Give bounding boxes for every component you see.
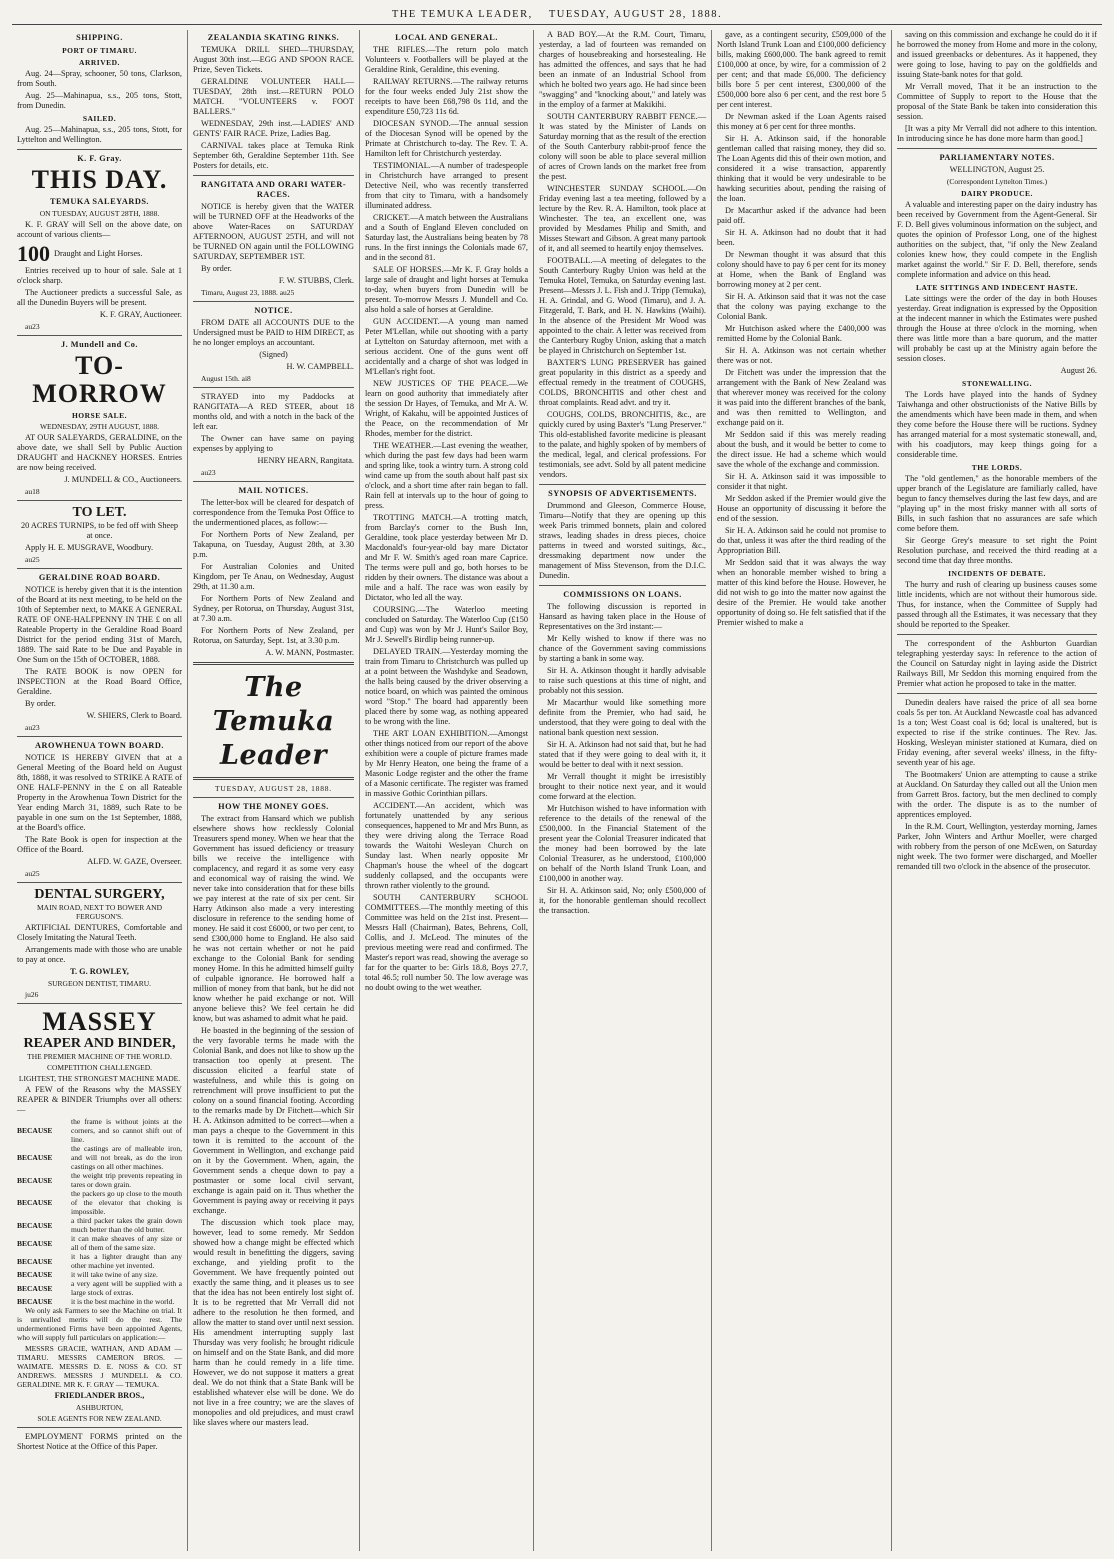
stubbs-date: Timaru, August 23, 1888. au25 [201, 288, 295, 297]
reason-item: BECAUSE the castings are of malleable iron, and will not break, as do the iron castings on all other machines. [17, 1144, 182, 1171]
strayed-notice: STRAYED into my Paddocks at RANGITATA—A RED STEER, about 18 months old, and with a notch in the back of the left ear. [193, 392, 354, 431]
auctioneer-note: The Auctioneer predicts a successful Sale, as all the Dunedin Buyers will be present. [17, 288, 182, 307]
news-item: SOUTH CANTERBURY RABBIT FENCE.—It was stated by the Minister of Lands on Saturday morning that as the result of the erection of the South Canterbury rabbit-proof fence the colony will soon be able to place several million of acres of Crown lands on the market free from the pest. [539, 112, 706, 181]
column-4 [534, 30, 712, 1551]
debate-paragraph: Sir H. A. Atkinson had no doubt that it had been. [717, 228, 886, 247]
port-heading: PORT OF TIMARU. [62, 46, 137, 55]
divider [193, 175, 354, 176]
shipping-heading: SHIPPING. [76, 33, 123, 42]
by-order: By order. [201, 264, 232, 273]
divider [17, 1003, 182, 1004]
debate-paragraph: The following discussion is reported in Hansard as having taken place in the House of Representatives on the 3rd instant:— [539, 602, 706, 631]
ad-ref: au25 [25, 869, 40, 878]
gaze-signature: ALFD. W. GAZE, Overseer. [87, 857, 182, 866]
mann-signature: A. W. MANN, Postmaster. [265, 648, 354, 657]
wednesday-text: WEDNESDAY, 29th inst.—LADIES' AND GENTS' FAIR RACE. Prize, Ladies Bag. [193, 119, 354, 138]
synopsis-heading: SYNOPSIS OF ADVERTISEMENTS. [548, 489, 697, 498]
arowhenua-book: The Rate Book is open for inspection at the Office of the Board. [17, 835, 182, 854]
debate-paragraph: Sir H. A. Atkinson had not said that, but he had stated that if they were going to deal with it, it would be better to deal with it next session. [539, 740, 706, 769]
reason-text: it has a lighter draught than any other machine yet invented. [71, 1252, 182, 1270]
ad-ref: au23 [25, 723, 40, 732]
horse-sale-heading: HORSE SALE. [71, 411, 128, 420]
turnips-text: 20 ACRES TURNIPS, to be fed off with Sheep at once. [20, 521, 179, 540]
ad-ref: au25 [25, 555, 40, 564]
divider [193, 797, 354, 798]
divider [17, 568, 182, 569]
horses-row [17, 242, 182, 266]
divider [539, 484, 706, 485]
rangitata-notice: NOTICE is hereby given that the WATER will be TURNED OFF at the Headworks of the above Water-Races on SATURDAY AFTERNOON, AUGUST 25TH, and will not be TURNED ON again until the FOLLOWING SATURDAY, SEPTEMBER 1ST. [193, 202, 354, 261]
reason-item: BECAUSE a very agent will be supplied with a large stock of extras. [17, 1279, 182, 1297]
ad-ref: au18 [25, 487, 40, 496]
divider [193, 387, 354, 388]
news-item: DELAYED TRAIN.—Yesterday morning the train from Timaru to Christchurch was pulled up at a point between the Washdyke and Seadown, the halls being caused by the driver observing a notice board, on which was painted the ominous word "Stop." The board had apparently been placed there by some wag, as nothing appeared to be wrong with the line. [365, 647, 528, 726]
horses-text: Draught and Light Horses. [54, 249, 143, 258]
divider [193, 301, 354, 302]
mail-item: For Northern Ports of New Zealand, per Takapuna, on Tuesday, August 28th, at 3.30 p.m. [193, 530, 354, 559]
news-item: SALE OF HORSES.—Mr K. F. Gray holds a large sale of draught and light horses at Temuka to-day, when buyers from Dunedin will be present. To-morrow Messrs J. Mundell and Co. also hold a sale of horses at Geraldine. [365, 265, 528, 314]
reason-text: the frame is without joints at the corners, and so cannot shift out of line. [71, 1117, 182, 1144]
mundell-notice: AT OUR SALEYARDS, GERALDINE, on the above date, we shall Sell by Public Auction DRAUGHT and HACKNEY HORSES. Entries are now being received. [17, 433, 182, 472]
mail-heading: MAIL NOTICES. [238, 486, 309, 495]
this-day-heading: THIS DAY. [31, 165, 168, 194]
arowhenua-heading: AROWHENUA TOWN BOARD. [35, 741, 164, 750]
debate-paragraph: Mr Seddon said that it was always the way when an honorable member wished to bring a matter of this kind before the House. However, he did not wish to go into the matter now against the desire of the Premier. He would take another opportunity of doing so. He felt satisfied that if the Premier wished to make a [717, 558, 886, 627]
geraldine-board-heading: GERALDINE ROAD BOARD. [38, 573, 161, 582]
news-item: The Bootmakers' Union are attempting to cause a strike at Auckland. On Saturday they called out all the Union men from Garrett Bros. factory, but the men declined to comply with the order. The dispute is as to the number of apprentices employed. [897, 770, 1097, 819]
friedlander-town: ASHBURTON, [75, 1403, 124, 1412]
reason-item: BECAUSE the packers go up close to the mouth of the elevator that choking is impossible. [17, 1189, 182, 1216]
reason-text: the packers go up close to the mouth of the elevator that choking is impossible. [71, 1189, 182, 1216]
employment-forms: EMPLOYMENT FORMS printed on the Shortest Notice at the Office of this Paper. [17, 1432, 182, 1451]
reasons-intro: A FEW of the Reasons why the MASSEY REAPER & BINDER Triumphs over all others:— [17, 1085, 182, 1114]
signed-label: (Signed) [259, 350, 288, 359]
news-item: The "old gentlemen," as the honorable members of the upper branch of the Legislature are familiarly called, have begun to fancy themselves during the last few days, and are "playing up" in the most frisky manner with all sorts of Bills, in such fashion that no assurances are safe which come before them. [897, 474, 1097, 533]
news-item: Dunedin dealers have raised the price of all sea borne coals 5s per ton. At Auckland Newcastle coal has advanced 1s a ton; West Coast coal is 6d; local is unaltered, but is expected to rise if the strike continues. The Rev. Jas. Hosking, Wesleyan minister stationed at Kumara, died on Friday evening, after several weeks' illness, in the fifty-seventh year of his age. [897, 698, 1097, 767]
massey-heading: MASSEY [42, 1007, 157, 1036]
reason-item: BECAUSE the frame is without joints at the corners, and so cannot shift out of line. [17, 1117, 182, 1144]
rangitata-heading: RANGITATA AND ORARI WATER-RACES. [200, 180, 347, 199]
sailed-label: SAILED. [82, 114, 117, 123]
debate-paragraph: Mr Verrall moved, That it be an instruction to the Committee of Supply to report to the House that the proposal of the State Bank be taken into consideration this session. [897, 82, 1097, 121]
to-let-heading: TO LET. [72, 505, 127, 520]
reason-item: BECAUSE it is the best machine in the world. [17, 1297, 182, 1306]
divider [17, 149, 182, 150]
leader-date: TUESDAY, AUGUST 28, 1888. [215, 784, 332, 793]
divider [897, 693, 1097, 694]
news-item: THE WEATHER.—Last evening the weather, which during the past few days had been warm and spring like, took a wintry turn. A strong cold wind came up from the south about half past six o'clock, and a short time after rain began to fall. Rain fell at intervals up to the hour of going to press. [365, 441, 528, 510]
reason-text: the castings are of malleable iron, and will not break, as do the iron castings on all other machines. [71, 1144, 182, 1171]
news-item: The Lords have played into the hands of Sydney Taiwhanga and other obstructionists of the Native Bills by the amendments which have been made in them, and when they come before the House there will be ructions. Sydney has arranged material for a most systematic stonewall, and, with his coadjutors, may keep things going for a considerable time. [897, 390, 1097, 459]
news-item: TROTTING MATCH.—A trotting match, from Barclay's corner to the Bush Inn, Geraldine, took place yesterday between Mr D. Macdonald's four-year-old bay mare Dictator and Mr F. W. Smith's aged roan mare Caprice. The terms were pull and go, both horses to be ridden by their owners. The distance was about a mile and a half. The race was won easily by Dictator, who led all the way. [365, 513, 528, 602]
news-item: GUN ACCIDENT.—A young man named Peter M'Lellan, while out shooting with a party at Lyttelton on Saturday afternoon, met with a serious accident. One of the guns went off accidentally and a charge of shot was lodged in M'Lellan's right foot. [365, 317, 528, 376]
news-item: THE ART LOAN EXHIBITION.—Amongst other things noticed from our report of the above exhibition were a couple of picture frames made by Mr Henry Heaton, one being the frame of a Masonic Lodge register and the other the frame of a Masonic certificate. The register was framed in massive Gothic Corinthian pillars. [365, 729, 528, 798]
editor-note: [It was a pity Mr Verrall did not adhere to this intention. In introducing since he has done more harm than good.] [897, 124, 1097, 143]
carnival-text: CARNIVAL takes place at Temuka Rink September 6th, Geraldine September 11th. See Posters for details, etc. [193, 141, 354, 170]
zealandia-heading: ZEALANDIA SKATING RINKS. [207, 33, 340, 42]
news-item: A BAD BOY.—At the R.M. Court, Timaru, yesterday, a lad of fourteen was remanded on charges of housebreaking and horsestealing. He has admitted the offences, and says that he had been an inmate of an Industrial School from which he bolted two years ago. He had since been "swagging" and "knocking about," and lately was in the employ of a farmer at Makikihi. [539, 30, 706, 109]
debate-paragraph: Sir H. A. Atkinson said that it was not the case that the colony was paying exchange to the Colonial Bank. [717, 292, 886, 321]
column-2 [188, 30, 360, 1551]
reason-text: a very agent will be supplied with a large stock of extras. [71, 1279, 182, 1297]
commissions-heading: COMMISSIONS ON LOANS. [563, 590, 682, 599]
gray-signature: K. F. GRAY, Auctioneer. [99, 310, 182, 319]
debate-paragraph: Sir H. A. Atkinson said, if the honorable gentleman called that raising money, they did so. The Loan Agents did this of their own motion, and considered it a wise transaction, apparently thinking that it would be very undesirable to be hawking securities about, pending the raising of the loan. [717, 134, 886, 203]
arrival: Aug. 25—Mahinapua, s.s., 205 tons, Stott, from Dunedin. [17, 91, 182, 110]
reason-text: it will take twine of any size. [71, 1270, 158, 1279]
geraldine-notice: NOTICE is hereby given that it is the intention of the Board at its next meeting, to be held on the 10th of September next, to MAKE A GENERAL RATE OF ONE-HALFPENNY IN THE £ on all Rateable Property in the Geraldine Road Board District for the period ending 31st of March, 1889. The said Rate to be Due and Payable in One Sum on the 15th of OCTOBER, 1888. [17, 585, 182, 664]
debate-paragraph: Dr Fitchett was under the impression that the arrangement with the Bank of New Zealand was that wherever money was received for the colony it was paid into the different branches of the bank, and was then remitted to Wellington, and exchange paid on it. [717, 368, 886, 427]
dateline: August 26. [1060, 366, 1097, 375]
issue-date: TUESDAY, AUGUST 28, 1888. [548, 9, 723, 20]
debate-paragraph: saving on this commission and exchange he could do it if he borrowed the money from Home and more in the colony, and issued greenbacks or debentures. As it happened, they were going to lose, having to pay on the goldfields and issuing State-bank notes for that gold. [897, 30, 1097, 79]
news-item: FOOTBALL.—A meeting of delegates to the South Canterbury Rugby Union was held at the Temuka Hotel, Temuka, on Saturday evening last. Present—Messrs J. L. Fish and J. Tripp (Temuka), H. A. Grindal, and G. Wood (Timaru), and J. A. Fitzgerald, T. Bark, and H. N. Hawkins (Waihi). In the absence of the President Mr Wood was appointed to the chair. A letter was received from the Canterbury Rugby Union, asking that a match be played in Christchurch on September 1st. [539, 256, 706, 355]
debate-paragraph: Sir H. A. Atkinson said he could not promise to do that, unless it was after the third reading of the Appropriation Bill. [717, 526, 886, 555]
premier-text: THE PREMIER MACHINE OF THE WORLD. [27, 1052, 172, 1061]
debate-paragraph: Mr Macarthur would like something more definite from the Premier, who had said, he understood, that they were going to deal with the national bank question next session. [539, 698, 706, 737]
divider [193, 481, 354, 482]
debate-paragraph: Mr Kelly wished to know if there was no chance of the Government saving commissions by starting a bank in some way. [539, 634, 706, 663]
ad-ref: au23 [25, 322, 40, 331]
campbell-date: August 15th. ai8 [201, 374, 251, 383]
news-item: The hurry and rush of clearing up business causes some little incidents, which are not without their humorous side. Thus, for instance, when the Committee of Supply had passed through all the Estimates, it was necessary that they should be reported to the Speaker. [897, 580, 1097, 629]
reason-item: BECAUSE it will take twine of any size. [17, 1270, 182, 1279]
debate-paragraph: Mr Hutchison asked where the £400,000 was remitted Home by the Colonial Bank. [717, 324, 886, 343]
correspondent-credit: (Correspondent Lyttelton Times.) [946, 177, 1048, 186]
hearn-signature: HENRY HEARN, Rangitata. [257, 456, 354, 465]
divider [17, 335, 182, 336]
subheading: DAIRY PRODUCE. [961, 189, 1033, 198]
dental-address: MAIN ROAD, NEXT TO BOWER AND FERGUSON'S. [36, 903, 162, 921]
divider [17, 882, 182, 883]
news-item: SOUTH CANTERBURY SCHOOL COMMITTEES.—The monthly meeting of this Committee was held on the 21st inst. Present—Messrs Hall (Chairman), Bates, Behrens, Coll, Collis, and J. McLeod. The minutes of the previous meeting were read and confirmed. The Master's report was read, showing the average so far for the quarter to be: Girls 18.8, Boys 27.7, total 46.5; roll number 50. The low average was no doubt owing to the wet weather. [365, 893, 528, 992]
sale-date: ON TUESDAY, AUGUST 28TH, 1888. [39, 209, 160, 218]
agents-list: MESSRS GRACIE, WATHAN, AND ADAM — TIMARU. MESSRS CAMERON BROS. — WAIMATE. MESSRS D. E. NOSS & CO. ST ANDREWS. MESSRS J MUNDELL & CO. GERALDINE. MR K. F. GRAY — TEMUKA. [17, 1344, 182, 1389]
reason-item: BECAUSE it can make sheaves of any size or all of them of the same size. [17, 1234, 182, 1252]
stubbs-signature: F. W. STUBBS, Clerk. [278, 276, 354, 285]
reason-item: BECAUSE it has a lighter draught than any other machine yet invented. [17, 1252, 182, 1270]
debate-paragraph: Mr Verrall thought it might be irresistibly brought to their notice next year, and it would come forward at the election. [539, 772, 706, 801]
entries-text: Entries received up to hour of sale. Sale at 1 o'clock sharp. [17, 266, 182, 285]
rowley-title: SURGEON DENTIST, TIMARU. [47, 979, 152, 988]
news-item: The correspondent of the Ashburton Guardian telegraphing yesterday says: In reference to the action of the Council on Saturday night in laying aside the District Railways Bill, Mr Seddon this morning enquired from the Premier what action he proposed to take in the matter. [897, 639, 1097, 688]
debate-paragraph: gave, as a contingent security, £509,000 of the North Island Trunk Loan and £100,000 deficiency bills, making £600,000. The bank agreed to remit £100,000 at once, by wire, for a commission of 2 per cent; and that made £6,000. The deficiency bills bore 5 per cent interest, £300,000 of the £500,000 bore also 6 per cent, and the rest bore 5 per cent interest. [717, 30, 886, 109]
paper-name: THE TEMUKA LEADER, [391, 9, 533, 20]
notice-text: FROM DATE all ACCOUNTS DUE to the Undersigned must be PAID to HIM DIRECT, as he no longer employs an accountant. [193, 318, 354, 347]
mail-item: For Northern Ports of New Zealand, per Rotorua, on Saturday, Sept. 1st, at 3.30 p.m. [193, 626, 354, 645]
divider [897, 634, 1097, 635]
divider [193, 662, 354, 665]
massey-closing: We only ask Farmers to see the Machine on trial. It is unrivalled merits will do the rest. The undermentioned Firms have been appointed Agents, who will supply full particulars on application:— [17, 1306, 182, 1342]
synopsis-item: Drummond and Gleeson, Commerce House, Timaru—Notify that they are opening up this week Paris trimmed bonnets, plain and colored straws, leading shades in dress pieces, choice patterns in tweed and worsted suitings, &c., dressmaking department now under the management of Miss Stevenson, from the D.I.C. Dunedin. [539, 501, 706, 580]
reason-text: a third packer takes the grain down much better than the old butter. [71, 1216, 182, 1234]
by-order: By order. [25, 699, 56, 708]
notice-heading: NOTICE. [254, 306, 293, 315]
mundell-heading: J. Mundell and Co. [60, 340, 138, 349]
mail-item: For Australian Colonies and United Kingdom, per Te Anau, on Wednesday, August 29th, at 11.30 a.m. [193, 562, 354, 591]
debate-paragraph: Sir H. A. Atkinson said it was impossible to consider it that night. [717, 472, 886, 491]
subheading: STONEWALLING. [962, 379, 1032, 388]
arrival: Aug. 24—Spray, schooner, 50 tons, Clarkson, from South. [17, 69, 182, 88]
arrived-label: ARRIVED. [79, 58, 120, 67]
shiers-signature: W. SHIERS, Clerk to Board. [86, 711, 182, 720]
news-item: In the R.M. Court, Wellington, yesterday morning, James Parker, John Winters and Arthur Moeller, were charged with robbery from the person of one McEwen, on Saturday night week. The two former were discharged, and Moeller remanded till two o'clock in the absence of the prosecutor. [897, 822, 1097, 871]
strayed-owner: The Owner can have same on paying expenses by applying to [193, 434, 354, 453]
news-item: ACCIDENT.—An accident, which was fortunately unattended by any serious consequences, happened to Mr and Mrs Bunn, as they were driving along the Terrace Road towards the Waitohi Wesleyan Church on Sunday last. When nearly opposite Mr Chapman's house the wheel of the dogcart suddenly collapsed, and the occupants were thrown rather violently to the ground. [365, 801, 528, 890]
debate-paragraph: Mr Seddon asked if the Premier would give the House an opportunity of discussing it before the end of the session. [717, 494, 886, 523]
reason-text: the weight trip prevents repeating in tares or down grain. [71, 1171, 182, 1189]
competition-text: COMPETITION CHALLENGED. [47, 1063, 152, 1072]
sale-date: WEDNESDAY, 29TH AUGUST, 1888. [39, 422, 160, 431]
dateline: WELLINGTON, August 25. [949, 165, 1045, 174]
drill-shed-text: TEMUKA DRILL SHED—THURSDAY, August 30th inst.—EGG AND SPOON RACE. Prize, Seven Tickets. [193, 45, 354, 74]
editorial-paragraph: He boasted in the beginning of the session of the very favorable terms he made with the Colonial Bank, and does not like to show up the transaction too openly at present. The discussion elicited a fearful state of wastefulness, and while this is going on retrenchment will prove insufficient to put the colony on a sound financial footing. According to the remarks made by Dr Fitchett—which Sir H. A. Atkinson admitted to be correct—when a man pays a cheque to the Government in this town it is remitted to the account of the Government in Wellington, and exchange paid on it by the Government. When, again, the Government sends a cheque down to pay a postmaster or some local civil servant, exchange is again paid on it. Thus whether the Government is paying away or receiving it pays exchange. [193, 1026, 354, 1215]
campbell-signature: H. W. CAMPBELL. [286, 362, 354, 371]
reason-item: BECAUSE the weight trip prevents repeating in tares or down grain. [17, 1171, 182, 1189]
divider [193, 777, 354, 780]
sole-agents: SOLE AGENTS FOR NEW ZEALAND. [37, 1414, 162, 1423]
divider [539, 585, 706, 586]
news-item: A valuable and interesting paper on the dairy industry has been received by Government from the Agent-General. Sir F. D. Bell gives voluminous information on the subject, and quotes the opinion of Professor Long, one of the highest authorities on the subject, that, "if only the New Zealand colonies knew how, they could compete in the English market against the world." Sir F. D. Bell, therefore, sends complete information and advice on this head. [897, 200, 1097, 279]
news-item: Late sittings were the order of the day in both Houses yesterday. Great indignation is expressed by the Opposition at the indecent manner in which the Estimates were pushed through the House at three o'clock in the morning, when there was little more than a bare quorum, and the matter will probably be cast up at the Ministry again before the session closes. [897, 294, 1097, 363]
mail-intro: The letter-box will be cleared for despatch of correspondence from the Temuka Post Office to the undermentioned places, as follow:— [193, 498, 354, 527]
debate-paragraph: Mr Hutchison wished to have information with reference to the details of the renewal of the £500,000. In the Financial Statement of the present year the Colonial Treasurer indicated that the money had been borrowed by the late Colonial Treasurer, as he understood, £100,000 on behalf of the North Island Trunk Loan, and £100,000 in another way. [539, 804, 706, 883]
rate-book-text: The RATE BOOK is now OPEN for INSPECTION at the Road Board Office, Geraldine. [17, 667, 182, 696]
news-item: WINCHESTER SUNDAY SCHOOL.—On Friday evening last a tea meeting, followed by a lecture by the Rev. R. A. Hamilton, took place at Winchester. The tea, an excellent one, was provided by Mesdames Philip and Smith, and Misses Stewart and Gibson. A great many partook of it, and all seemed to heartily enjoy themselves. [539, 184, 706, 253]
local-general-heading: LOCAL AND GENERAL. [395, 33, 498, 42]
news-item: RAILWAY RETURNS.—The railway returns for the four weeks ended July 21st show the receipts to have been £68,798 0s 11d, and the expenditure £50,723 11s 6d. [365, 77, 528, 116]
debate-paragraph: Dr Macarthur asked if the advance had been paid off. [717, 206, 886, 225]
saleyards-heading: TEMUKA SALEYARDS. [49, 197, 150, 206]
column-1 [12, 30, 188, 1551]
ad-ref: ju26 [25, 990, 39, 999]
column-3 [360, 30, 534, 1551]
parliamentary-heading: PARLIAMENTARY NOTES. [939, 153, 1055, 162]
reason-text: it is the best machine in the world. [71, 1297, 175, 1306]
lightest-text: LIGHTEST, THE STRONGEST MACHINE MADE. [18, 1074, 181, 1083]
news-item: NEW JUSTICES OF THE PEACE.—We learn on good authority that immediately after the session Dr Hayes, of Temuka, and Mr A. W. Wright, of Kakahu, will be appointed Justices of the Peace, on the recommendation of Mr Rhodes, member for the district. [365, 379, 528, 438]
ad-ref: au23 [201, 468, 216, 477]
news-item: BAXTER'S LUNG PRESERVER has gained great popularity in this district as a speedy and effectual remedy in the treatment of COUGHS, COLDS, BRONCHITIS and other chest and throat complaints. Read advt. and try it. [539, 358, 706, 407]
gray-heading: K. F. Gray. [77, 154, 122, 163]
news-item: COUGHS, COLDS, BRONCHITIS, &c., are quickly cured by using Baxter's "Lung Preserver." This old-established favorite medicine is pleasant to the palate, and highly spoken of by members of the medical, legal, and clerical professions. For testimonials, see advt. Sold by all patent medicine vendors. [539, 410, 706, 479]
masthead [12, 6, 1102, 25]
sailing: Aug. 25—Mahinapua, s.s., 205 tons, Stott, for Lyttelton and Wellington. [17, 125, 182, 144]
editorial-paragraph: The extract from Hansard which we publish elsewhere shows how recklessly Colonial Treasurers spend money. When we hear that the Government has issued deficiency or treasury bills we receive the intelligence with complacency, and regard it as some very easy and economical way of raising the wind. We never take into consideration that for these bills we pay interest at the rate of six per cent. Sir Harry Atkinson also made a very interesting disclosure in reference to the sending home of money. He said it cost £6000, or two per cent, to send £300,000 home to England. He also said he was not certain whether or not he paid exchange to the Colonial Bank for sending money Home. In this he admitted himself guilty of culpable ignorance. He borrowed half a million of money from that bank, but he did not know whether he paid exchange or not. Will anyone believe this? We feel certain he did know, but was ashamed to admit what he paid. [193, 814, 354, 1023]
divider [17, 736, 182, 737]
dental-arrangements: Arrangements made with those who are unable to pay at once. [17, 945, 182, 964]
divider [17, 1427, 182, 1428]
mail-item: For Northern Ports of New Zealand and Sydney, per Rotorua, on Thursday, August 31st, at 7.30 a.m. [193, 594, 354, 623]
tomorrow-heading: TO-MORROW [32, 351, 167, 408]
dental-text: ARTIFICIAL DENTURES, Comfortable and Closely Imitating the Natural Teeth. [17, 923, 182, 942]
debate-paragraph: Dr Newman asked if the Loan Agents raised this money at 6 per cent for three months. [717, 112, 886, 131]
subheading: LATE SITTINGS AND INDECENT HASTE. [916, 283, 1078, 292]
rowley-name: T. G. ROWLEY, [70, 967, 129, 976]
horse-count: 100 [17, 241, 50, 266]
debate-paragraph: Sir H. A. Atkinson thought it hardly advisable to raise such questions at this time of night, and probably not this session. [539, 666, 706, 695]
newspaper-logo: The Temuka Leader [212, 672, 335, 771]
gray-notice: K. F. GRAY will Sell on the above date, on account of various clients— [17, 220, 182, 239]
subheading: INCIDENTS OF DEBATE. [948, 569, 1046, 578]
apply-text: Apply H. E. MUSGRAVE, Woodbury. [25, 543, 154, 552]
subheading: THE LORDS. [971, 463, 1023, 472]
debate-paragraph: Sir H. A. Atkinson said, No; only £500,000 of it, for the honorable gentleman should recollect the transaction. [539, 886, 706, 915]
mundell-signature: J. MUNDELL & CO., Auctioneers. [64, 475, 182, 484]
news-item: THE RIFLES.—The return polo match Volunteers v. Footballers will be played at the Geraldine Rink, Geraldine, this evening. [365, 45, 528, 74]
news-item: Sir George Grey's measure to set right the Point Resolution purchase, and received the third reading at a second time that day three months. [897, 536, 1097, 565]
editorial-heading: HOW THE MONEY GOES. [218, 802, 329, 811]
divider [897, 148, 1097, 149]
divider [17, 500, 182, 501]
newspaper-columns [12, 30, 1102, 1551]
column-6 [892, 30, 1102, 1551]
reason-item: BECAUSE a third packer takes the grain down much better than the old butter. [17, 1216, 182, 1234]
reaper-heading: REAPER AND BINDER, [23, 1036, 176, 1051]
news-item: COURSING.—The Waterloo meeting concluded on Saturday. The Waterloo Cup (£150 and Cup) was won by Mr J. Hunt's Sailor Boy, Mr J. Sewell's Birdlip being runner-up. [365, 605, 528, 644]
debate-paragraph: Sir H. A. Atkinson was not certain whether there was or not. [717, 346, 886, 365]
friedlander-name: FRIEDLANDER BROS., [54, 1391, 145, 1400]
debate-paragraph: Dr Newman thought it was absurd that this colony should have to pay 6 per cent for its money at Home, when the Bank of England was borrowing money at 2 per cent. [717, 250, 886, 289]
news-item: DIOCESAN SYNOD.—The annual session of the Diocesan Synod will be opened by the Primate at Christchurch to-day. The Rev. T. A. Hamilton left for Christchurch yesterday. [365, 119, 528, 158]
column-5 [712, 30, 892, 1551]
debate-paragraph: Mr Seddon said if this was merely reading about the bush, and it would be better to come to the direct issue. He had a scheme which would save the whole of the exchange and commission. [717, 430, 886, 469]
geraldine-rink-text: GERALDINE VOLUNTEER HALL—TUESDAY, 28th inst.—RETURN POLO MATCH. "VOLUNTEERS v. FOOT BALLERS." [193, 77, 354, 116]
news-item: TESTIMONIAL.—A number of tradespeople in Christchurch have arranged to present Detective Neil, who was recently transferred from that city to Timaru, with a handsomely illuminated address. [365, 161, 528, 210]
arowhenua-notice: NOTICE IS HEREBY GIVEN that at a General Meeting of the Board held on August 8th, 1888, it was resolved to STRIKE A RATE of ONE HALF-PENNY in the £ on all Rateable Property in the Arowhenua Town District for the Year ending March 31, 1889, such Rate to be payable in one sum on the 1st September, 1888, at the Board's office. [17, 753, 182, 832]
reason-text: it can make sheaves of any size or all of them of the same size. [71, 1234, 182, 1252]
editorial-paragraph: The discussion which took place may, however, lead to some remedy. Mr Seddon showed how a change might be effected which would result in benefitting the diggers, saving exchange, and yielding profit to the Government. We have frequently pointed out exactly the same thing, and it pleases us to see that the idea has not been entirely lost sight of. It is to be regretted that Mr Verrall did not adhere to the resolution he then formed, and allow the matter to stand over until next session. His amendment interrupting supply last Thursday was very foolish; he brought ridicule on himself and on the State Bank, and did more harm than he could remedy in a life time. However, we do not suppose it matters a great deal. We do not think that a State Bank will be established whatever else will be done. We do not live in a free country; we are the slaves of monopolies and old prejudices, and must crawl like slaves where our masters lead. [193, 1218, 354, 1427]
news-item: CRICKET.—A match between the Australians and a South of England Eleven concluded on Saturday last, the Australians being beaten by 78 runs. In the first innings the Colonials made 67, and in the second 81. [365, 213, 528, 262]
dental-heading: DENTAL SURGERY, [34, 887, 165, 902]
